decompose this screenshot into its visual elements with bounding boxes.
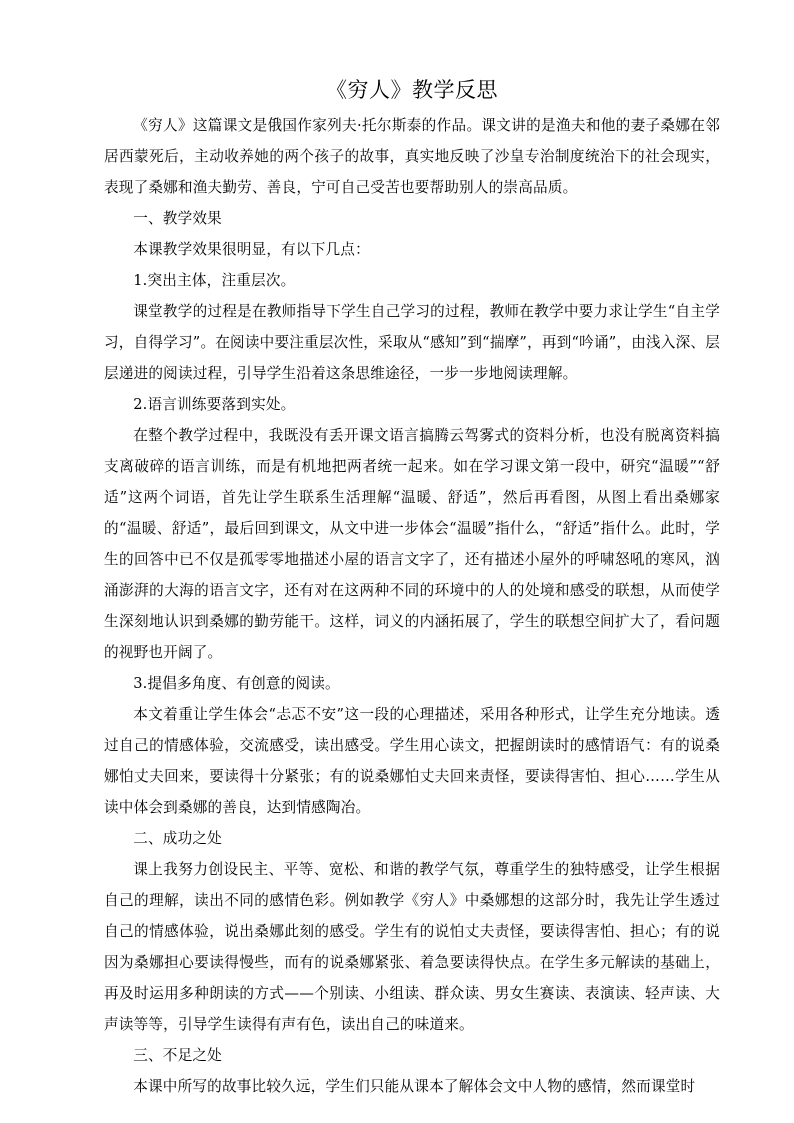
highlight-subject-paragraph: 课堂教学的过程是在教师指导下学生自己学习的过程，教师在教学中要力求让学生“自主学习，自得学习”。在阅读中要注重层次性，采取从“感知”到“揣摩”，再到“吟诵”，由浅入深、层层递进的阅读过程，引导学生沿着这条思维途径，一步一步地阅读理解。 xyxy=(104,303,720,382)
creative-reading-paragraph: 本文着重让学生体会“忐忑不安”这一段的心理描述，采用各种形式，让学生充分地读。透过自己的情感体验，交流感受，读出感受。学生用心读文，把握朗读时的感情语气：有的说桑娜怕丈夫回来，要读得十分紧张；有的说桑娜怕丈夫回来责怪，要读得害怕、担心……学生从读中体会到桑娜的善良，达到情感陶冶。 xyxy=(104,706,720,816)
subheading-highlight-subject: 1.突出主体，注重层次。 xyxy=(133,272,296,289)
section-heading-teaching-effect: 一、教学效果 xyxy=(133,210,222,227)
subheading-language-training: 2.语言训练要落到实处。 xyxy=(133,396,296,413)
subheading-creative-reading: 3.提倡多角度、有创意的阅读。 xyxy=(133,675,340,692)
language-training-paragraph: 在整个教学过程中，我既没有丢开课文语言搞腾云驾雾式的资料分析，也没有脱离资料搞支离破碎的语言训练，而是有机地把两者统一起来。如在学习课文第一段中，研究“温暖”“舒适”这两个词语，首先让学生联系生活理解“温暖、舒适”，然后再看图，从图上看出桑娜家的“温暖、舒适”，最后回到课文，从文中进一步体会“温暖”指什么，“舒适”指什么。此时，学生的回答中已不仅是孤零零地描述小屋的语言文字了，还有描述小屋外的呼啸怒吼的寒风，汹涌澎湃的大海的语言文字，还有对在这两种不同的环境中的人的处境和感受的联想，从而使学生深刻地认识到桑娜的勤劳能干。这样，词义的内涵拓展了，学生的联想空间扩大了，看问题的视野也开阔了。 xyxy=(104,427,720,661)
section-heading-shortcomings: 三、不足之处 xyxy=(133,1047,222,1064)
document-title: 《穷人》教学反思 xyxy=(326,78,498,102)
intro-paragraph: 《穷人》这篇课文是俄国作家列夫·托尔斯泰的作品。课文讲的是渔夫和他的妻子桑娜在邻居西蒙死后，主动收养她的两个孩子的故事，真实地反映了沙皇专治制度统治下的社会现实，表现了桑娜和渔夫勤劳、善良，宁可自己受苦也要帮助别人的崇高品质。 xyxy=(104,117,720,196)
effect-summary-paragraph: 本课教学效果很明显，有以下几点： xyxy=(133,241,370,258)
shortcomings-paragraph: 本课中所写的故事比较久远，学生们只能从课本了解体会文中人物的感情，然而课堂时 xyxy=(133,1078,696,1095)
section-heading-successes: 二、成功之处 xyxy=(133,830,222,847)
successes-paragraph: 课上我努力创设民主、平等、宽松、和谐的教学气氛，尊重学生的独特感受，让学生根据自己的理解，读出不同的感情色彩。例如教学《穷人》中桑娜想的这部分时，我先让学生透过自己的情感体验，说出桑娜此刻的感受。学生有的说怕丈夫责怪，要读得害怕、担心；有的说因为桑娜担心要读得慢些，而有的说桑娜紧张、着急要读得快点。在学生多元解读的基础上，再及时运用多种朗读的方式——个别读、小组读、群众读、男女生赛读、表演读、轻声读、大声读等等，引导学生读得有声有色，读出自己的味道来。 xyxy=(104,861,720,1033)
document-page xyxy=(104,74,720,1102)
